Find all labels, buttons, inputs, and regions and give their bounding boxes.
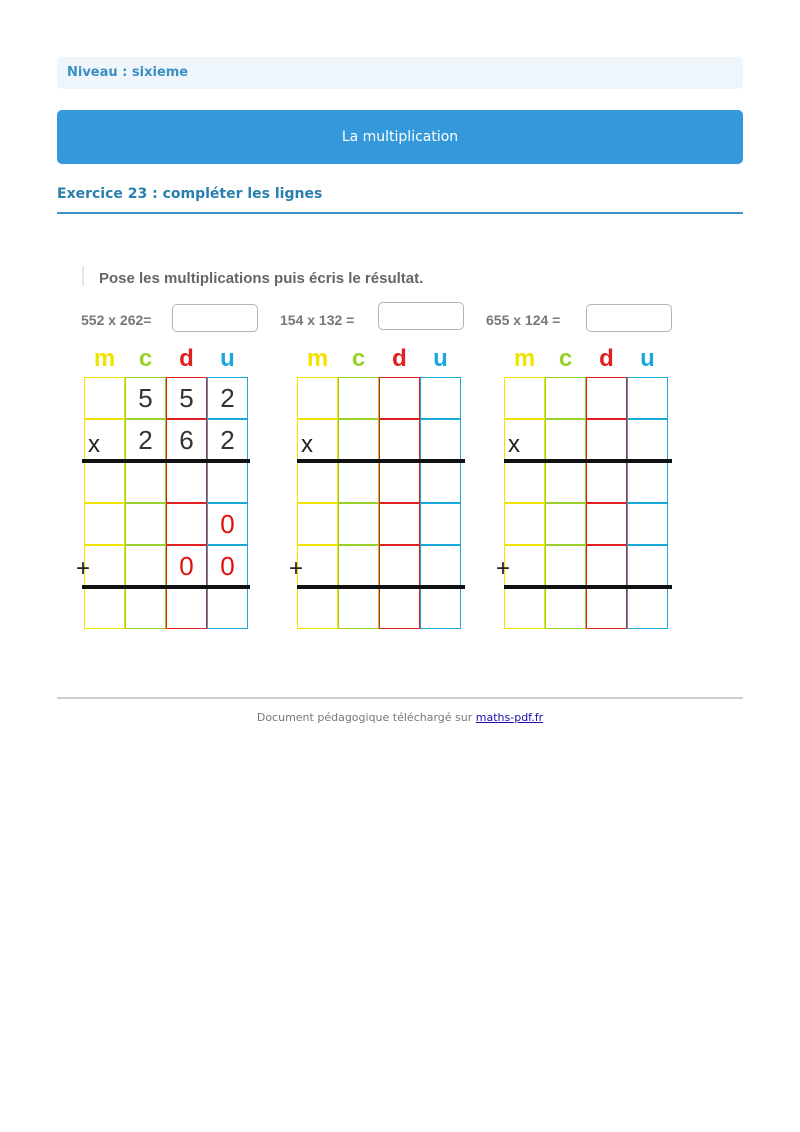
- grid-cell[interactable]: [586, 587, 627, 629]
- grid-cell[interactable]: [166, 503, 207, 545]
- grid-cell[interactable]: [420, 503, 461, 545]
- grid-cell[interactable]: [297, 377, 338, 419]
- times-sign: x: [88, 431, 100, 458]
- grid-cell[interactable]: [420, 545, 461, 587]
- column-header-c: c: [558, 345, 573, 372]
- grid-cell[interactable]: [627, 503, 668, 545]
- grid-cell[interactable]: [166, 461, 207, 503]
- operation-label-1: 552 x 262=: [81, 312, 152, 328]
- product-bar: [504, 459, 672, 463]
- plus-sign: +: [289, 555, 304, 582]
- grid-digit: 0: [220, 509, 235, 539]
- column-header-c: c: [351, 345, 366, 372]
- title-divider: [57, 212, 743, 214]
- grid-cell[interactable]: [586, 503, 627, 545]
- column-header-m: m: [513, 345, 536, 372]
- grid-cell[interactable]: [420, 587, 461, 629]
- times-sign: x: [301, 431, 313, 458]
- grid-cell[interactable]: [297, 461, 338, 503]
- plus-sign: +: [496, 555, 511, 582]
- column-header-d: d: [392, 345, 407, 372]
- grid-cell[interactable]: [627, 461, 668, 503]
- grid-cell[interactable]: [338, 419, 379, 461]
- grid-cell[interactable]: [379, 503, 420, 545]
- footer-text: Document pédagogique téléchargé sur: [256, 711, 473, 724]
- grid-cell[interactable]: [338, 545, 379, 587]
- grid-digit: 0: [179, 551, 194, 581]
- column-header-u: u: [640, 345, 655, 372]
- grid-cell[interactable]: [627, 545, 668, 587]
- grid-cell[interactable]: [338, 461, 379, 503]
- operation-label-2: 154 x 132 =: [280, 312, 355, 328]
- grid-cell[interactable]: [297, 545, 338, 587]
- footer-divider: [57, 697, 743, 699]
- grid-cell[interactable]: [125, 461, 166, 503]
- lesson-banner: La multiplication: [57, 110, 743, 164]
- grid-cell[interactable]: [545, 377, 586, 419]
- grid-cell[interactable]: [125, 545, 166, 587]
- operations-row: [0, 300, 800, 340]
- grid-digit: 0: [220, 551, 235, 581]
- grid-digit: 2: [138, 425, 153, 455]
- instruction-text: Pose les multiplications puis écris le résultat.: [99, 270, 424, 287]
- grid-cell[interactable]: [504, 461, 545, 503]
- grid-digit: 2: [220, 383, 235, 413]
- sum-bar: [297, 585, 465, 589]
- answer-box-1[interactable]: [172, 304, 258, 332]
- grid-cell[interactable]: [166, 587, 207, 629]
- multiplication-grid-2: [289, 345, 487, 635]
- grid-digit: 6: [179, 425, 194, 455]
- product-bar: [297, 459, 465, 463]
- grid-cell[interactable]: [504, 377, 545, 419]
- sum-bar: [504, 585, 672, 589]
- operation-label-3: 655 x 124 =: [486, 312, 561, 328]
- column-header-u: u: [433, 345, 448, 372]
- grid-cell[interactable]: [297, 587, 338, 629]
- sum-bar: [82, 585, 250, 589]
- grid-cell[interactable]: [84, 377, 125, 419]
- grid-cell[interactable]: [125, 503, 166, 545]
- grid-cell[interactable]: [207, 461, 248, 503]
- multiplication-grid-3: [496, 345, 694, 635]
- grid-cell[interactable]: [545, 545, 586, 587]
- grid-cell[interactable]: [379, 377, 420, 419]
- column-header-m: m: [93, 345, 116, 372]
- column-header-u: u: [220, 345, 235, 372]
- grid-cell[interactable]: [420, 461, 461, 503]
- grid-cell[interactable]: [586, 461, 627, 503]
- grid-cell[interactable]: [379, 461, 420, 503]
- grid-cell[interactable]: [379, 545, 420, 587]
- column-header-m: m: [306, 345, 329, 372]
- grid-cell[interactable]: [338, 377, 379, 419]
- grid-cell[interactable]: [379, 419, 420, 461]
- footer: [0, 711, 800, 724]
- grid-cell[interactable]: [420, 419, 461, 461]
- footer-link[interactable]: maths-pdf.fr: [475, 711, 544, 724]
- grid-cell[interactable]: [84, 587, 125, 629]
- multiplication-grid-1: [76, 345, 274, 635]
- plus-sign: +: [76, 555, 91, 582]
- grid-cell[interactable]: [84, 545, 125, 587]
- grid-cell[interactable]: [338, 503, 379, 545]
- grid-cell[interactable]: [125, 587, 166, 629]
- grid-digit: 2: [220, 425, 235, 455]
- column-header-c: c: [138, 345, 153, 372]
- instruction-marker: [82, 266, 84, 286]
- answer-box-2[interactable]: [378, 302, 464, 330]
- product-bar: [82, 459, 250, 463]
- grid-cell[interactable]: [504, 587, 545, 629]
- grid-cell[interactable]: [586, 545, 627, 587]
- grid-cell[interactable]: [586, 419, 627, 461]
- grid-cell[interactable]: [420, 377, 461, 419]
- grid-cell[interactable]: [627, 587, 668, 629]
- exercise-title: Exercice 23 : compléter les lignes: [57, 186, 323, 202]
- column-header-d: d: [179, 345, 194, 372]
- grid-cell[interactable]: [338, 587, 379, 629]
- grid-cell[interactable]: [627, 377, 668, 419]
- grid-cell[interactable]: [504, 503, 545, 545]
- level-label: Niveau : sixieme: [57, 57, 743, 89]
- grid-cell[interactable]: [207, 587, 248, 629]
- grid-cell[interactable]: [297, 503, 338, 545]
- grid-cell[interactable]: [545, 503, 586, 545]
- grid-cell[interactable]: [545, 419, 586, 461]
- times-sign: x: [508, 431, 520, 458]
- grid-cell[interactable]: [379, 587, 420, 629]
- grid-cell[interactable]: [545, 461, 586, 503]
- grid-cell[interactable]: [586, 377, 627, 419]
- grid-digit: 5: [179, 383, 194, 413]
- column-header-d: d: [599, 345, 614, 372]
- grid-cell[interactable]: [504, 545, 545, 587]
- grid-digit: 5: [138, 383, 153, 413]
- grid-cell[interactable]: [84, 461, 125, 503]
- grid-cell[interactable]: [545, 587, 586, 629]
- answer-box-3[interactable]: [586, 304, 672, 332]
- grid-cell[interactable]: [627, 419, 668, 461]
- grid-cell[interactable]: [84, 503, 125, 545]
